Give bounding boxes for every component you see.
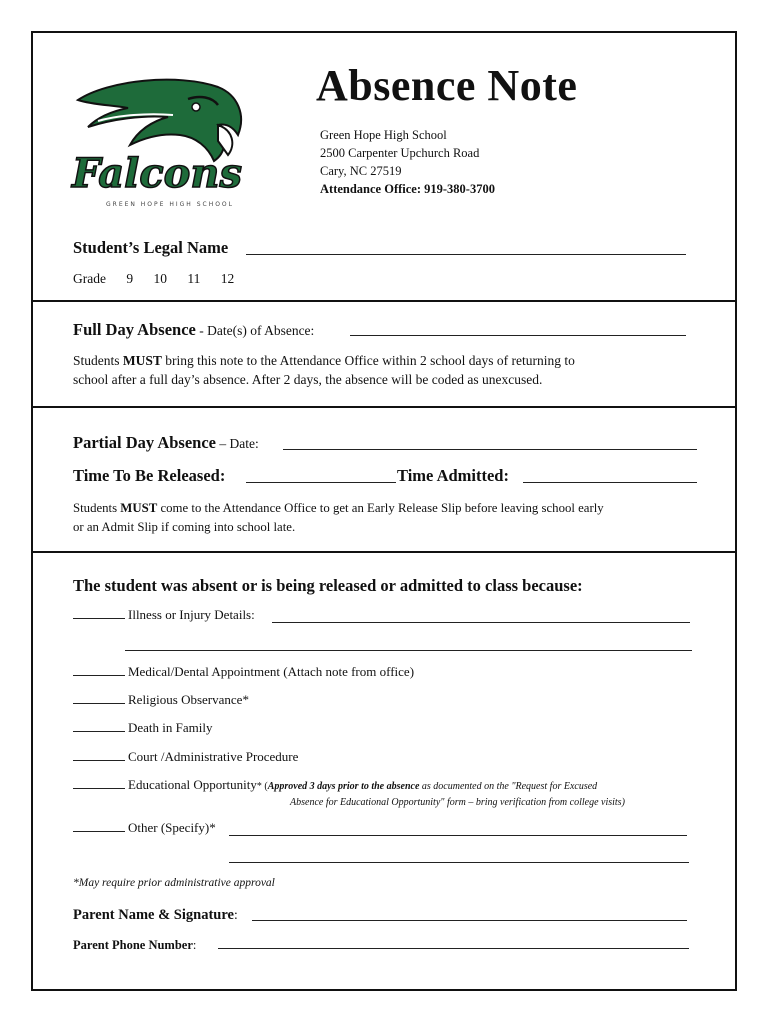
reason-educational-checkbox[interactable] [73, 787, 125, 789]
reason-court-label: Court /Administrative Procedure [128, 749, 299, 764]
address-line-1: 2500 Carpenter Upchurch Road [320, 146, 480, 160]
partial-day-heading-row [73, 433, 259, 453]
full-day-heading-row [73, 320, 314, 340]
reason-illness [73, 607, 255, 623]
time-released-field[interactable] [246, 482, 396, 483]
parent-phone-field[interactable] [218, 948, 689, 949]
reason-educational [73, 777, 597, 794]
parent-phone-colon: : [192, 938, 197, 952]
parent-signature-label: Parent Name & Signature [73, 907, 234, 923]
reason-religious-checkbox[interactable] [73, 702, 125, 704]
grade-option-11[interactable]: 11 [187, 271, 201, 286]
reason-educational-label: Educational Opportunity [128, 777, 257, 792]
partial-day-heading: Partial Day Absence [73, 433, 216, 452]
partial-day-text-pre: Students [73, 501, 121, 515]
grade-option-10[interactable]: 10 [153, 271, 167, 286]
partial-day-date-field[interactable] [283, 449, 697, 450]
reason-other [73, 820, 216, 836]
partial-day-text-line2: or an Admit Slip if coming into school late. [73, 520, 296, 534]
reason-other-checkbox[interactable] [73, 830, 125, 832]
partial-day-text-post: come to the Attendance Office to get an Early Release Slip before leaving school early [157, 501, 604, 515]
falcons-logo [68, 75, 258, 210]
grade-label: Grade [73, 271, 106, 286]
attendance-office: Attendance Office: 919-380-3700 [320, 182, 495, 196]
student-name-label: Student’s Legal Name [73, 238, 229, 257]
approval-footnote: *May require prior administrative approval [73, 877, 275, 889]
time-admitted-field[interactable] [523, 482, 697, 483]
parent-signature-colon: : [233, 907, 238, 922]
grade-option-12[interactable]: 12 [220, 271, 235, 286]
section-divider [31, 300, 737, 302]
educational-note-bold: Approved 3 days prior to the absence [267, 781, 420, 792]
parent-signature-field[interactable] [252, 920, 687, 921]
partial-day-date-label: – Date: [215, 436, 259, 451]
student-name-field[interactable] [246, 254, 686, 255]
grade-option-9[interactable]: 9 [126, 271, 134, 286]
other-specify-field-line2[interactable] [229, 862, 689, 863]
reason-illness-checkbox[interactable] [73, 617, 125, 619]
reason-illness-label: Illness or Injury Details: [128, 607, 255, 622]
illness-details-field-line2[interactable] [125, 650, 692, 651]
educational-note-rest: as documented on the "Request for Excused [419, 781, 598, 792]
reason-death [73, 720, 213, 736]
logo-wordmark: Falcons [72, 150, 242, 197]
reason-religious [73, 692, 249, 708]
reason-medical-label: Medical/Dental Appointment (Attach note from office) [128, 664, 415, 679]
parent-phone-label: Parent Phone Number [73, 938, 193, 952]
full-day-text-pre: Students [73, 353, 123, 368]
educational-note-line2: Absence for Educational Opportunity" form – bring verification from college visits) [290, 797, 625, 808]
full-day-text-post: bring this note to the Attendance Office within 2 school days of returning to [161, 353, 575, 368]
page-title: Absence Note [316, 61, 578, 110]
school-name: Green Hope High School [320, 128, 447, 142]
reason-other-label: Other (Specify)* [128, 820, 216, 835]
reason-death-label: Death in Family [128, 720, 213, 735]
full-day-text-line2: school after a full day’s absence. After 2 days, the absence will be coded as unexcused. [73, 372, 543, 387]
full-day-dates-label: - Date(s) of Absence: [195, 323, 315, 338]
educational-note-star: * ( [256, 781, 268, 792]
logo-subtext: GREEN HOPE HIGH SCHOOL [106, 201, 234, 208]
parent-phone-row [73, 934, 196, 953]
partial-day-must: MUST [120, 501, 158, 515]
reasons-heading: The student was absent or is being released or admitted to class because: [73, 576, 583, 595]
address-line-2: Cary, NC 27519 [320, 164, 402, 178]
reason-court [73, 749, 298, 765]
reason-death-checkbox[interactable] [73, 730, 125, 732]
illness-details-field[interactable] [272, 622, 690, 623]
partial-day-instructions [73, 499, 604, 537]
other-specify-field[interactable] [229, 835, 687, 836]
full-day-must: MUST [122, 353, 162, 368]
reason-medical-checkbox[interactable] [73, 674, 125, 676]
section-divider [31, 406, 737, 408]
full-day-heading: Full Day Absence [73, 320, 196, 339]
grade-row [73, 271, 251, 287]
full-day-instructions [73, 351, 575, 389]
reason-medical [73, 664, 414, 680]
full-day-dates-field[interactable] [350, 335, 686, 336]
parent-signature-row [73, 904, 238, 924]
time-released-label: Time To Be Released: [73, 466, 226, 485]
school-address [320, 126, 495, 198]
section-divider [31, 551, 737, 553]
reason-religious-label: Religious Observance* [128, 692, 249, 707]
time-admitted-label: Time Admitted: [397, 466, 509, 485]
reason-court-checkbox[interactable] [73, 759, 125, 761]
